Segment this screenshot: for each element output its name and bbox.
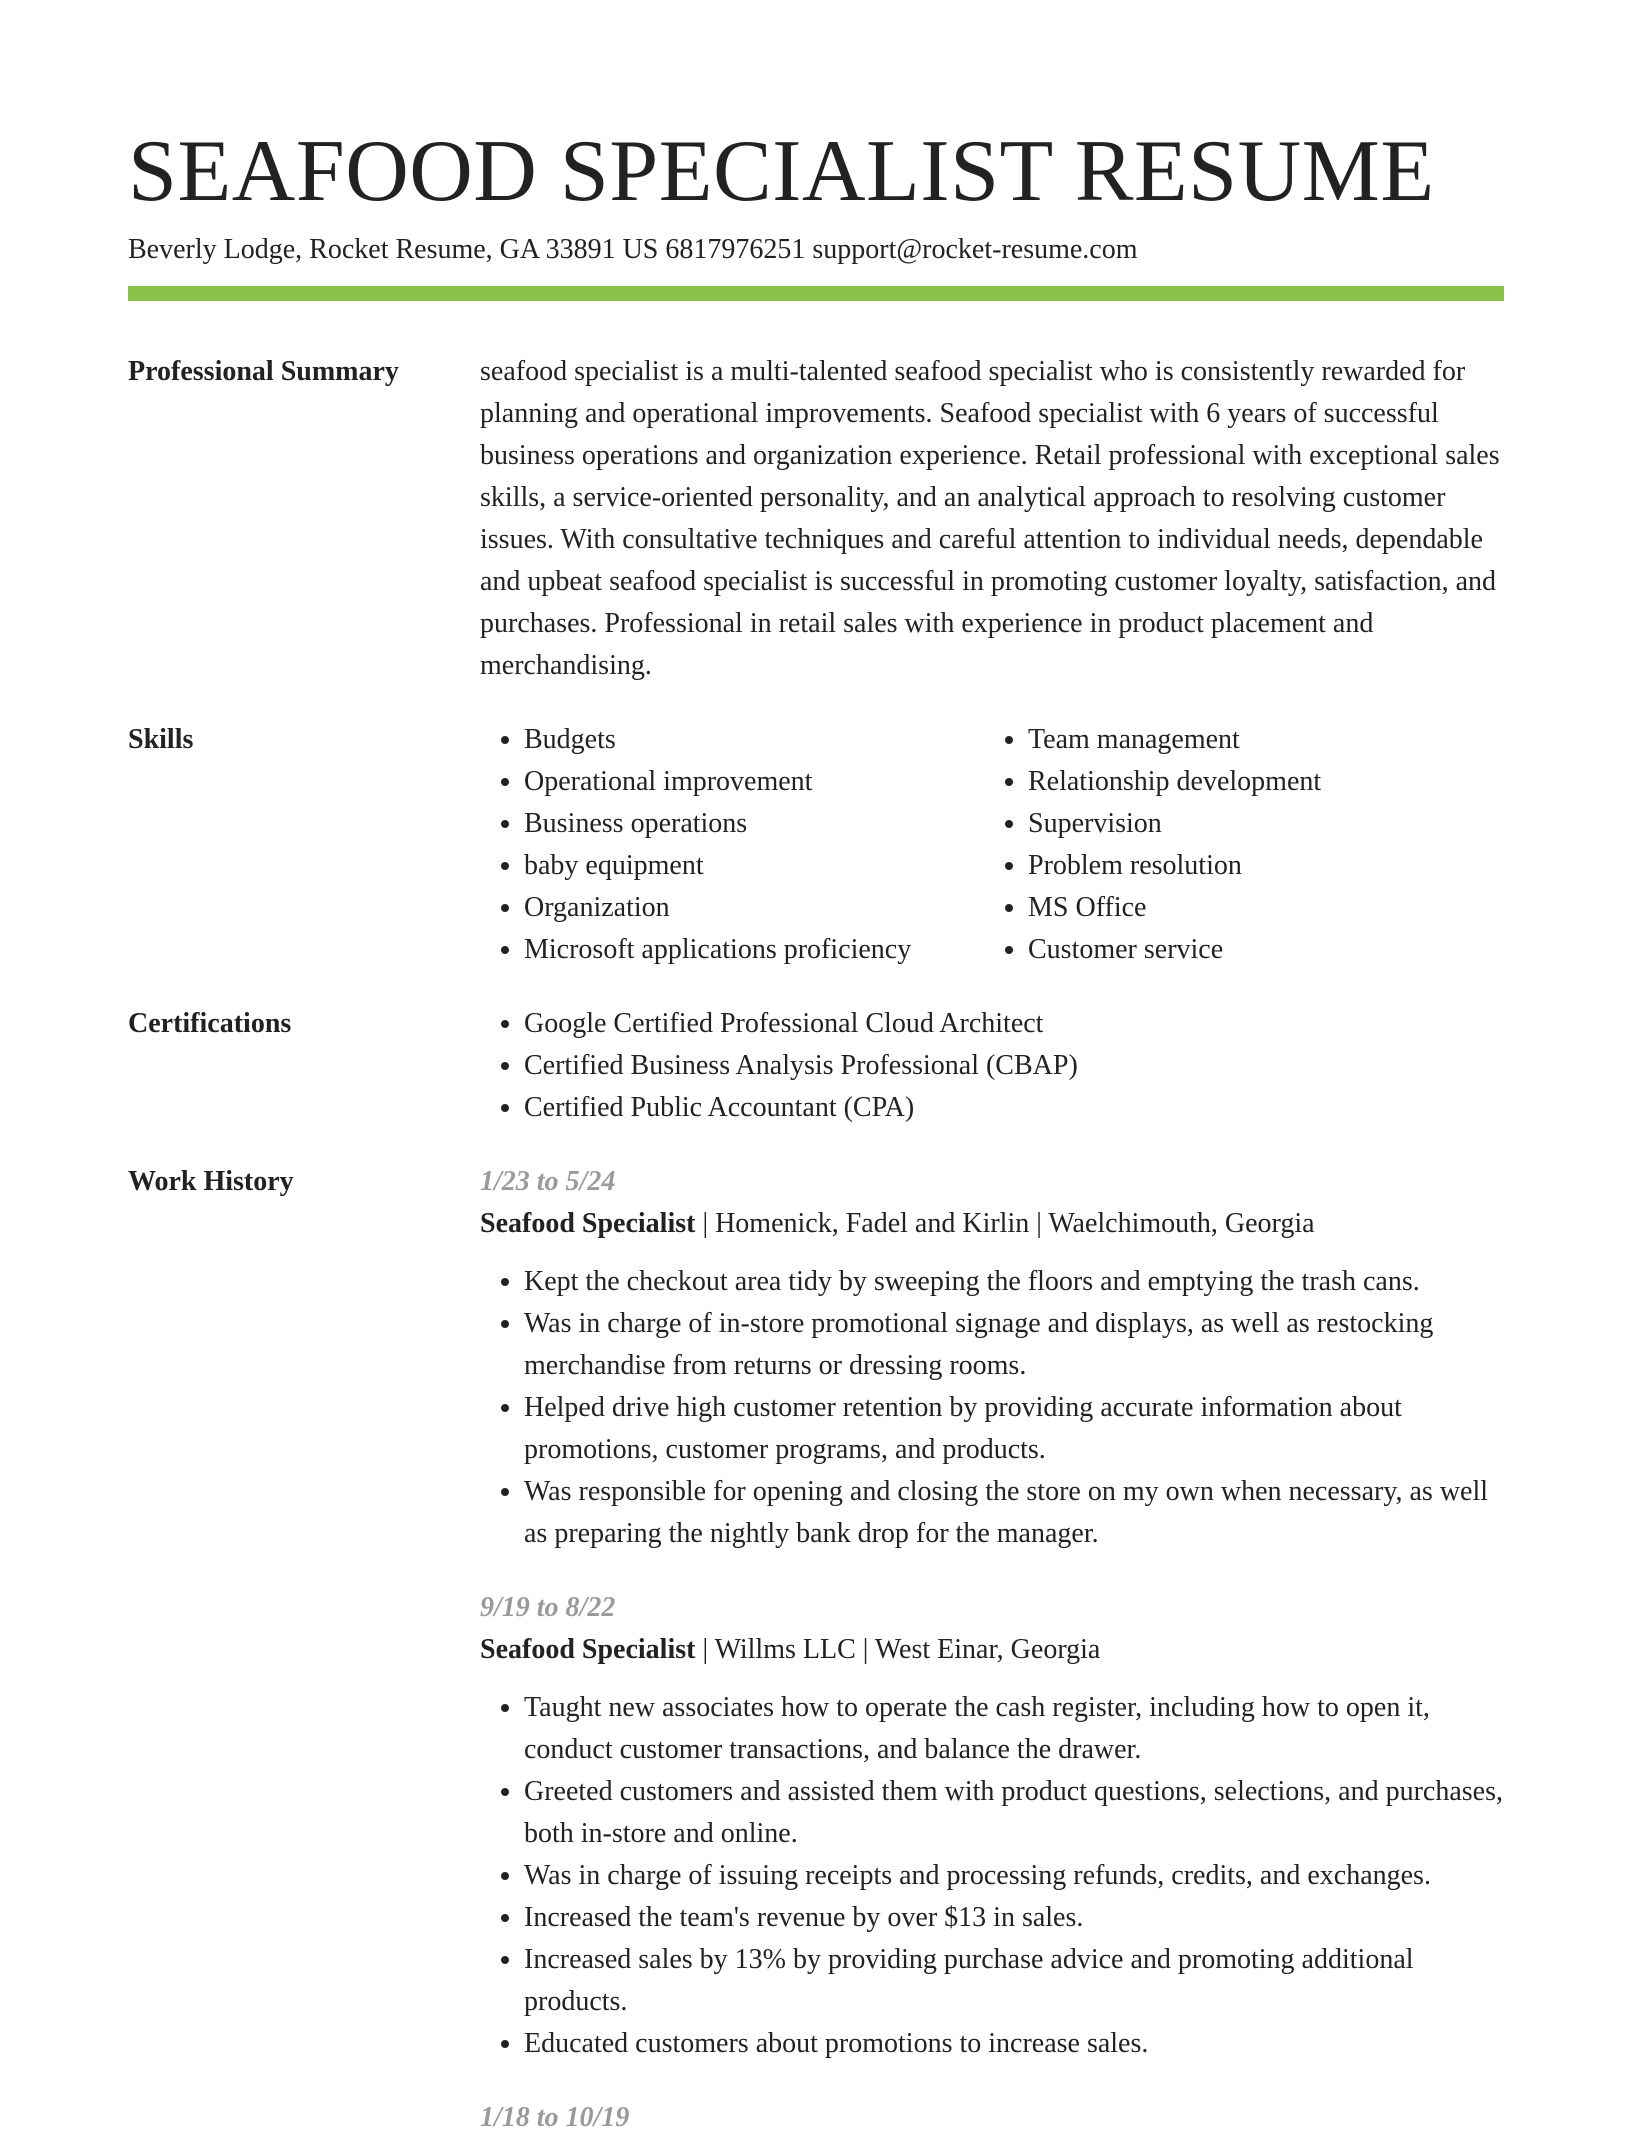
skill-item: • Organization bbox=[524, 887, 984, 929]
job-bullet: • Was in charge of issuing receipts and processing refunds, credits, and exchanges. bbox=[524, 1855, 1504, 1897]
job-dates: 9/19 to 8/22 bbox=[480, 1592, 616, 1623]
skill-item: • Customer service bbox=[1028, 929, 1488, 971]
certification-item: • Google Certified Professional Cloud Architect bbox=[524, 1003, 1504, 1045]
job-bullet: • Increased the team's revenue by over $13 in sales. bbox=[524, 1897, 1504, 1939]
professional-summary-section bbox=[128, 351, 1504, 687]
job-dates: 1/23 to 5/24 bbox=[480, 1166, 616, 1197]
job-dates: 1/18 to 10/19 bbox=[480, 2102, 630, 2133]
section-label-work-history: Work History bbox=[128, 1166, 294, 1197]
work-history-section bbox=[128, 1161, 1504, 2139]
job-bullets bbox=[480, 1261, 1504, 1555]
skill-item: • Business operations bbox=[524, 803, 984, 845]
skill-item: • Team management bbox=[1028, 719, 1488, 761]
job-bullet: • Increased sales by 13% by providing purchase advice and promoting additional products. bbox=[524, 1939, 1504, 2023]
resume-page bbox=[128, 0, 1504, 2139]
job-title-line bbox=[480, 1203, 1504, 1245]
skills-section bbox=[128, 719, 1504, 971]
section-label-skills: Skills bbox=[128, 724, 194, 755]
skill-item: • Supervision bbox=[1028, 803, 1488, 845]
job-role: Seafood Specialist bbox=[480, 1208, 696, 1239]
job-bullet: • Was in charge of in-store promotional signage and displays, as well as restocking merchandise from returns or dressing rooms. bbox=[524, 1303, 1504, 1387]
section-label-summary: Professional Summary bbox=[128, 356, 399, 387]
skill-item: • Relationship development bbox=[1028, 761, 1488, 803]
certifications-section bbox=[128, 1003, 1504, 1129]
job-entry bbox=[480, 1587, 1504, 2065]
certification-item: • Certified Business Analysis Professional (CBAP) bbox=[524, 1045, 1504, 1087]
job-entry bbox=[480, 1161, 1504, 1555]
job-bullet: • Greeted customers and assisted them with product questions, selections, and purchases, both in-store and online. bbox=[524, 1771, 1504, 1855]
skill-item: • Microsoft applications proficiency bbox=[524, 929, 984, 971]
resume-title: SEAFOOD SPECIALIST RESUME bbox=[128, 123, 1435, 220]
job-bullets bbox=[480, 1687, 1504, 2065]
job-entry bbox=[480, 2097, 1504, 2139]
contact-line: Beverly Lodge, Rocket Resume, GA 33891 US 6817976251 support@rocket-resume.com bbox=[128, 234, 1138, 265]
job-bullet: • Helped drive high customer retention by providing accurate information about promotions, customer programs, and products. bbox=[524, 1387, 1504, 1471]
summary-text: seafood specialist is a multi-talented seafood specialist who is consistently rewarded for planning and operational improvements. Seafood specialist with 6 years of successful business operations and organization experience. Retail professional with exceptional sales skills, a service-oriented personality, and an analytical approach to resolving customer issues. With consultative techniques and careful attention to individual needs, dependable and upbeat seafood specialist is successful in promoting customer loyalty, satisfaction, and purchases. Professional in retail sales with experience in product placement and merchandising. bbox=[480, 356, 1500, 681]
job-role: Seafood Specialist bbox=[480, 1634, 696, 1665]
job-title-line bbox=[480, 1629, 1504, 1671]
skill-item: • baby equipment bbox=[524, 845, 984, 887]
skills-list-right bbox=[984, 719, 1488, 971]
job-company-location: | Willms LLC | West Einar, Georgia bbox=[695, 1634, 1101, 1665]
job-company-location: | Homenick, Fadel and Kirlin | Waelchimouth, Georgia bbox=[695, 1208, 1315, 1239]
skill-item: • Budgets bbox=[524, 719, 984, 761]
skill-item: • Problem resolution bbox=[1028, 845, 1488, 887]
certification-item: • Certified Public Accountant (CPA) bbox=[524, 1087, 1504, 1129]
section-label-certifications: Certifications bbox=[128, 1008, 292, 1039]
header-divider bbox=[128, 286, 1504, 301]
job-bullet: • Kept the checkout area tidy by sweeping the floors and emptying the trash cans. bbox=[524, 1261, 1504, 1303]
job-bullet: • Educated customers about promotions to increase sales. bbox=[524, 2023, 1504, 2065]
job-bullet: • Was responsible for opening and closing the store on my own when necessary, as well as preparing the nightly bank drop for the manager. bbox=[524, 1471, 1504, 1555]
skills-list-left bbox=[480, 719, 984, 971]
skill-item: • MS Office bbox=[1028, 887, 1488, 929]
job-bullet: • Taught new associates how to operate the cash register, including how to open it, conduct customer transactions, and balance the drawer. bbox=[524, 1687, 1504, 1771]
skill-item: • Operational improvement bbox=[524, 761, 984, 803]
certifications-list bbox=[480, 1003, 1504, 1129]
